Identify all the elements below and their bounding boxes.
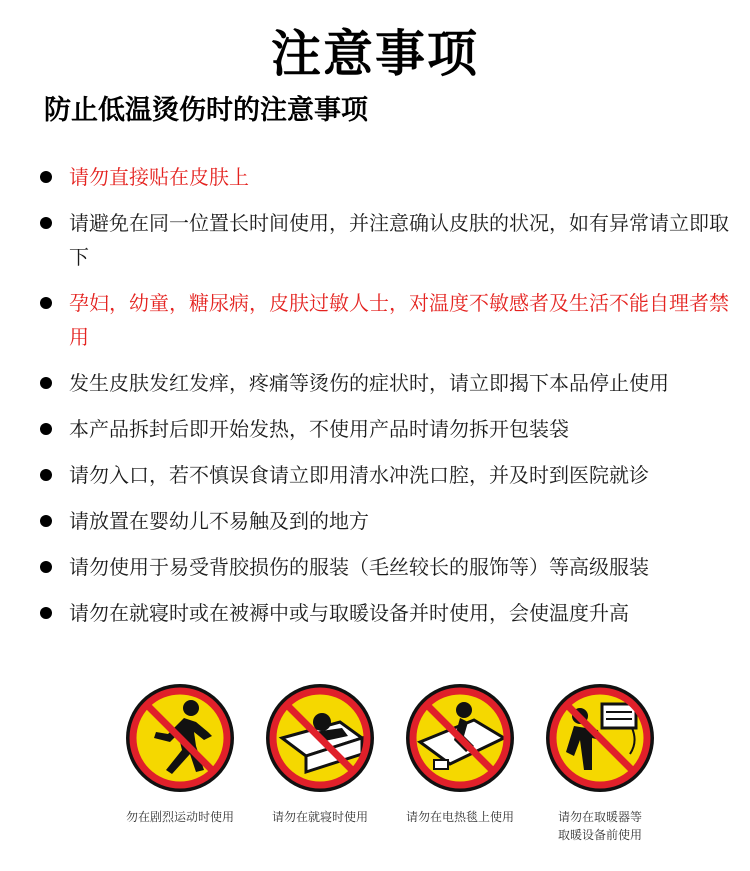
icon-caption: 请勿在电热毯上使用	[405, 810, 514, 824]
prohibition-sign	[530, 682, 670, 844]
bullet-icon	[40, 217, 52, 229]
prohibition-icons	[110, 682, 670, 852]
bullet-icon	[40, 423, 52, 435]
list-item	[40, 206, 730, 274]
no-running-icon	[124, 682, 236, 794]
note-text: 请放置在婴幼儿不易触及到的地方	[69, 509, 369, 533]
prohibition-sign	[250, 682, 390, 826]
bullet-icon	[40, 171, 52, 183]
list-item	[40, 366, 730, 400]
bullet-icon	[40, 515, 52, 527]
notes-list	[40, 160, 730, 642]
icon-caption: 请勿在取暖器等 取暖设备前使用	[557, 810, 642, 842]
page-title: 注意事项	[271, 25, 479, 83]
note-text: 本产品拆封后即开始发热，不使用产品时请勿拆开包装袋	[69, 417, 569, 441]
list-item	[40, 504, 730, 538]
note-text: 发生皮肤发红发痒，疼痛等烫伤的症状时，请立即揭下本品停止使用	[69, 371, 669, 395]
prohibition-sign	[110, 682, 250, 826]
prohibition-sign	[390, 682, 530, 826]
no-electric-blanket-icon	[404, 682, 516, 794]
list-item	[40, 160, 730, 194]
note-text: 请勿入口，若不慎误食请立即用清水冲洗口腔，并及时到医院就诊	[69, 463, 649, 487]
bullet-icon	[40, 297, 52, 309]
section-subtitle: 防止低温烫伤时的注意事项	[44, 95, 368, 126]
note-text: 孕妇，幼童，糖尿病，皮肤过敏人士，对温度不敏感者及生活不能自理者禁用	[69, 291, 729, 349]
note-text: 请勿在就寝时或在被褥中或与取暖设备并时使用，会使温度升高	[69, 601, 629, 625]
note-text: 请勿直接贴在皮肤上	[69, 165, 249, 189]
bullet-icon	[40, 561, 52, 573]
list-item	[40, 412, 730, 446]
list-item	[40, 458, 730, 492]
list-item	[40, 550, 730, 584]
list-item	[40, 286, 730, 354]
bullet-icon	[40, 607, 52, 619]
icon-caption: 请勿在就寝时使用	[271, 810, 368, 824]
note-text: 请避免在同一位置长时间使用，并注意确认皮肤的状况，如有异常请立即取下	[69, 211, 729, 269]
icon-caption: 勿在剧烈运动时使用	[125, 810, 234, 824]
no-sleeping-icon	[264, 682, 376, 794]
list-item	[40, 596, 730, 630]
bullet-icon	[40, 377, 52, 389]
no-heater-icon	[544, 682, 656, 794]
note-text: 请勿使用于易受背胶损伤的服装（毛丝较长的服饰等）等高级服装	[69, 555, 649, 579]
bullet-icon	[40, 469, 52, 481]
